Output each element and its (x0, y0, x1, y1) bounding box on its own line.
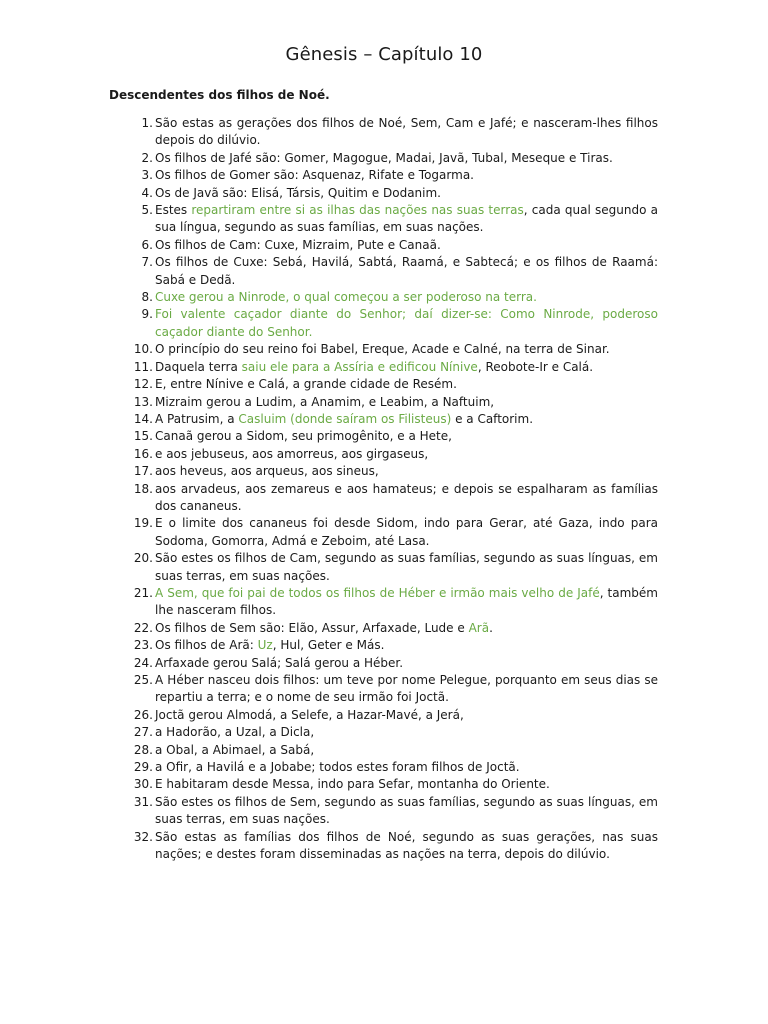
verse-item (109, 341, 658, 358)
verse-text-segment: . (489, 620, 493, 635)
verse-number: 13. (133, 394, 153, 409)
verse-text-segment: Estes (155, 203, 192, 218)
verse-number: 28. (133, 742, 153, 757)
verse-item (109, 481, 658, 516)
verse-number: 31. (133, 794, 153, 809)
verse-text-segment: E o limite dos cananeus foi desde Sidom, indo para Gerar, até Gaza, indo para Sodoma, Gomorra, Admá e Zeboim, até Lasa. (155, 516, 658, 548)
verse-item (109, 742, 658, 759)
verse-text (155, 185, 658, 202)
highlighted-text: A Sem, que foi pai de todos os filhos de Héber e irmão mais velho de Jafé (155, 585, 600, 600)
verse-text-segment: Os filhos de Cuxe: Sebá, Havilá, Sabtá, Raamá, e Sabtecá; e os filhos de Raamá: Sabá e Dedã. (155, 255, 658, 287)
verse-item (109, 776, 658, 793)
verse-text-segment: Os filhos de Cam: Cuxe, Mizraim, Pute e Canaã. (155, 237, 441, 252)
verse-number: 21. (133, 585, 153, 600)
verse-number: 10. (133, 342, 153, 357)
highlighted-text: saiu ele para a Assíria e edificou Nínive (241, 359, 478, 374)
verse-item (109, 829, 658, 864)
verse-text-segment: a Ofir, a Havilá e a Jobabe; todos estes foram filhos de Joctã. (155, 760, 520, 775)
verse-text-segment: aos heveus, aos arqueus, aos sineus, (155, 464, 379, 479)
verse-text-segment: A Patrusim, a (155, 411, 239, 426)
verse-number: 17. (133, 464, 153, 479)
verse-text (155, 637, 658, 654)
verse-number: 5. (141, 203, 153, 218)
verse-text-segment: a Obal, a Abimael, a Sabá, (155, 742, 315, 757)
verse-text-segment: e a Caftorim. (451, 411, 534, 426)
verse-text-segment: Os de Javã são: Elisá, Társis, Quitim e Dodanim. (155, 185, 441, 200)
verse-number: 4. (141, 185, 153, 200)
verse-text (155, 254, 658, 289)
verse-list (109, 115, 658, 863)
verse-text-segment: São estes os filhos de Sem, segundo as suas famílias, segundo as suas línguas, em suas terras, em suas nações. (155, 794, 658, 827)
verse-text (155, 237, 658, 254)
verse-item (109, 202, 658, 237)
verse-item (109, 759, 658, 776)
verse-text (155, 829, 658, 864)
verse-number: 26. (133, 707, 153, 722)
section-heading: Descendentes dos filhos de Noé. (109, 88, 330, 102)
verse-item (109, 185, 658, 202)
verse-item (109, 411, 658, 428)
verse-number: 7. (141, 255, 153, 270)
verse-text-segment: , cada qual segundo a sua língua, segundo as suas famílias, em suas nações. (155, 203, 658, 235)
highlighted-text: Foi valente caçador diante do Senhor; daí dizer-se: Como Ninrode, poderoso caçador diante do Senhor. (155, 307, 658, 339)
highlighted-text: Casluim (donde saíram os Filisteus) (238, 411, 452, 426)
verse-text-segment: a Hadorão, a Uzal, a Dicla, (155, 725, 315, 740)
highlighted-text: Uz (257, 638, 273, 653)
verse-text (155, 359, 658, 376)
verse-text (155, 150, 658, 167)
verse-text-segment: e aos jebuseus, aos amorreus, aos girgaseus, (155, 446, 429, 461)
verse-item (109, 620, 658, 637)
verse-number: 14. (133, 411, 153, 426)
verse-text (155, 428, 658, 445)
highlighted-text: Arã (468, 620, 490, 635)
verse-text-segment: Os filhos de Gomer são: Asquenaz, Rifate e Togarma. (155, 168, 474, 183)
verse-number: 3. (141, 168, 153, 183)
verse-text (155, 585, 658, 620)
verse-number: 1. (141, 116, 153, 130)
verse-text-segment: aos arvadeus, aos zemareus e aos hamateus; e depois se espalharam as famílias dos cananeus. (155, 481, 658, 513)
verse-number: 32. (133, 829, 153, 844)
verse-item (109, 359, 658, 376)
verse-text-segment: Os filhos de Sem são: Elão, Assur, Arfaxade, Lude e (155, 620, 469, 635)
verse-text-segment: São estas as famílias dos filhos de Noé, segundo as suas gerações, nas suas nações; e destes foram disseminadas as nações na terra, depois do dilúvio. (155, 829, 658, 862)
verse-number: 29. (133, 760, 153, 775)
verse-item (109, 463, 658, 480)
verse-item (109, 446, 658, 463)
highlighted-text: Cuxe gerou a Ninrode, o qual começou a ser poderoso na terra. (155, 290, 537, 305)
verse-text (155, 655, 658, 672)
verse-text (155, 446, 658, 463)
verse-item (109, 167, 658, 184)
verse-item (109, 707, 658, 724)
verse-number: 25. (133, 673, 153, 687)
verse-text (155, 515, 658, 550)
verse-text (155, 167, 658, 184)
verse-item (109, 672, 658, 707)
verse-text-segment: , também lhe nasceram filhos. (155, 585, 658, 618)
verse-text-segment: Daquela terra (155, 359, 242, 374)
verse-item (109, 115, 658, 150)
verse-item (109, 306, 658, 341)
verse-number: 30. (133, 777, 153, 792)
verse-text (155, 289, 658, 306)
verse-text-segment: Arfaxade gerou Salá; Salá gerou a Héber. (155, 655, 404, 670)
verse-text (155, 463, 658, 480)
verse-text-segment: Mizraim gerou a Ludim, a Anamim, e Leabim, a Naftuim, (155, 394, 495, 409)
verse-number: 12. (133, 377, 153, 392)
verse-number: 15. (133, 429, 153, 444)
verse-text (155, 481, 658, 516)
verse-text-segment: Joctã gerou Almodá, a Selefe, a Hazar-Mavé, a Jerá, (155, 707, 464, 722)
verse-item (109, 254, 658, 289)
verse-text-segment: Canaã gerou a Sidom, seu primogênito, e a Hete, (155, 429, 452, 444)
verse-item (109, 428, 658, 445)
verse-text (155, 394, 658, 411)
verse-text (155, 202, 658, 237)
document-title: Gênesis – Capítulo 10 (285, 44, 483, 65)
verse-item (109, 724, 658, 741)
verse-item (109, 794, 658, 829)
verse-number: 22. (133, 620, 153, 635)
verse-number: 19. (133, 516, 153, 531)
verse-item (109, 150, 658, 167)
verse-item (109, 550, 658, 585)
verse-text-segment: E habitaram desde Messa, indo para Sefar, montanha do Oriente. (155, 777, 550, 792)
verse-item (109, 515, 658, 550)
verse-text (155, 550, 658, 585)
verse-number: 8. (141, 290, 153, 305)
verse-item (109, 237, 658, 254)
verse-number: 27. (133, 725, 153, 740)
verse-text-segment: E, entre Nínive e Calá, a grande cidade de Resém. (155, 377, 457, 392)
verse-text (155, 672, 658, 707)
verse-number: 9. (141, 307, 153, 322)
verse-item (109, 394, 658, 411)
verse-text-segment: Os filhos de Arã: (155, 638, 258, 653)
verse-item (109, 289, 658, 306)
verse-text-segment: , Hul, Geter e Más. (272, 638, 385, 653)
verse-number: 24. (133, 655, 153, 670)
verse-text-segment: São estes os filhos de Cam, segundo as suas famílias, segundo as suas línguas, em suas terras, em suas nações. (155, 551, 658, 583)
verse-text (155, 411, 658, 428)
verse-text (155, 742, 658, 759)
verse-number: 18. (133, 481, 153, 496)
verse-item (109, 376, 658, 393)
verse-number: 2. (141, 150, 153, 165)
verse-text (155, 794, 658, 829)
verse-text (155, 376, 658, 393)
verse-number: 6. (141, 237, 153, 252)
verse-item (109, 655, 658, 672)
verse-number: 23. (133, 638, 153, 653)
verse-text (155, 707, 658, 724)
verse-number: 20. (133, 551, 153, 566)
verse-item (109, 637, 658, 654)
verse-item (109, 585, 658, 620)
verse-text (155, 759, 658, 776)
verse-text-segment: São estas as gerações dos filhos de Noé, Sem, Cam e Jafé; e nasceram-lhes filhos depois do dilúvio. (155, 116, 658, 148)
verse-text-segment: A Héber nasceu dois filhos: um teve por nome Pelegue, porquanto em seus dias se repartiu a terra; e o nome de seu irmão foi Joctã. (155, 673, 658, 705)
verse-text (155, 115, 658, 150)
highlighted-text: repartiram entre si as ilhas das nações nas suas terras (191, 203, 524, 218)
verse-text (155, 724, 658, 741)
verse-text (155, 306, 658, 341)
verse-text-segment: O princípio do seu reino foi Babel, Ereque, Acade e Calné, na terra de Sinar. (155, 342, 610, 357)
verse-text-segment: , Reobote-Ir e Calá. (477, 359, 594, 374)
verse-number: 11. (133, 359, 153, 374)
verse-text (155, 776, 658, 793)
verse-text (155, 620, 658, 637)
verse-number: 16. (133, 446, 153, 461)
verse-text-segment: Os filhos de Jafé são: Gomer, Magogue, Madai, Javã, Tubal, Meseque e Tiras. (155, 150, 613, 165)
verse-text (155, 341, 658, 358)
